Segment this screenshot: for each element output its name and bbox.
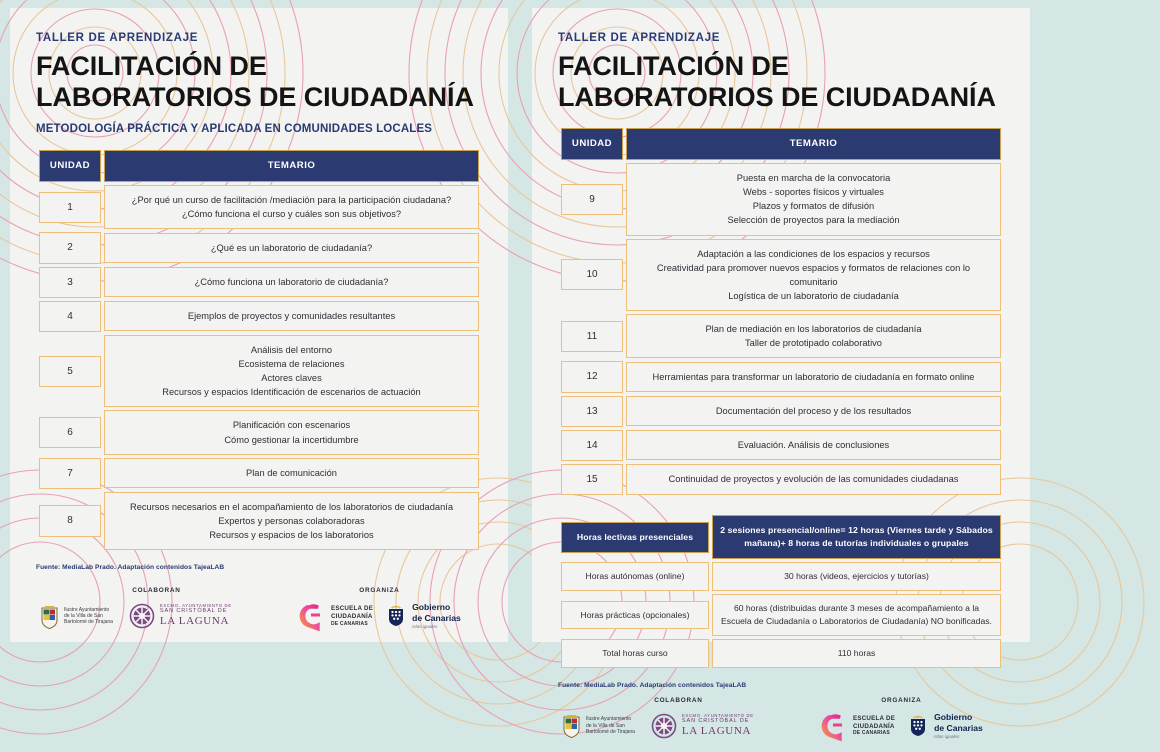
topic-cell: Herramientas para transformar un laboratorio de ciudadanía en formato online <box>626 362 1001 392</box>
hours-label-cell: Total horas curso <box>561 639 709 668</box>
table-row <box>39 335 479 408</box>
unit-cell: 10 <box>561 259 623 290</box>
unit-cell: 4 <box>39 301 101 332</box>
footer-labels <box>558 689 1004 707</box>
escuela-line-1: ESCUELA DE <box>852 714 896 722</box>
logo-escuela-ciudadania <box>820 712 895 740</box>
organiza-label: ORGANIZA <box>359 587 400 594</box>
logo-tirajana-text <box>586 716 635 735</box>
unit-cell: 9 <box>561 184 623 215</box>
table-header-row <box>39 150 479 183</box>
tirajana-line-2: de la Villa de San <box>64 612 103 619</box>
page-footer-left <box>36 579 482 642</box>
logo-gobierno-canarias <box>907 712 983 739</box>
table-row <box>561 464 1001 495</box>
topic-cell: Documentación del proceso y de los resultados <box>626 396 1001 426</box>
escuela-line-3: DE CANARIAS <box>330 620 368 627</box>
source-note: Fuente: MediaLab Prado. Adaptación contenidos TajeaLAB <box>36 564 225 572</box>
crest-gobierno-canarias-icon <box>385 602 407 629</box>
logos-colaboran <box>558 713 799 739</box>
la-laguna-line-big: LA LAGUNA <box>681 725 752 737</box>
page-kicker: TALLER DE APRENDIZAJE <box>558 32 721 44</box>
logo-ayuntamiento-la-laguna <box>129 603 232 629</box>
source-note: Fuente: MediaLab Prado. Adaptación contenidos TajeaLAB <box>558 681 747 689</box>
colaboran-label: COLABORAN <box>654 696 703 704</box>
table-header-unidad: UNIDAD <box>561 128 623 161</box>
logo-gobierno-text <box>412 602 461 629</box>
page-right <box>532 8 1030 739</box>
rosette-la-laguna-icon <box>651 713 677 739</box>
hours-row <box>561 562 1001 591</box>
footer-logos <box>558 712 1004 740</box>
hours-row <box>561 515 1001 559</box>
table-row <box>39 492 479 550</box>
table-row <box>39 301 479 332</box>
hours-row <box>561 594 1001 636</box>
tirajana-line-3: Bartolomé de Tirajana <box>64 619 113 626</box>
logo-ayuntamiento-tirajana <box>562 713 635 738</box>
page-footer-right <box>558 689 1004 752</box>
escuela-line-2: CIUDADANÍA <box>330 612 373 620</box>
escuela-line-1: ESCUELA DE <box>330 605 374 613</box>
topic-cell: Recursos necesarios en el acompañamiento de los laboratorios de ciudadanía Expertos y personas colaboradoras Recursos y espacios de los laboratorios <box>104 492 479 550</box>
escuela-line-3: DE CANARIAS <box>852 730 890 737</box>
topic-cell: ¿Cómo funciona un laboratorio de ciudadanía? <box>104 267 479 297</box>
logo-escuela-ciudadania <box>298 602 373 630</box>
topic-cell: Evaluación. Análisis de conclusiones <box>626 430 1001 460</box>
gobierno-line-2: de Canarias <box>934 722 983 733</box>
table-row <box>561 361 1001 392</box>
footer-labels <box>36 579 482 597</box>
gobierno-line-3: Islas iguales <box>412 623 438 629</box>
organiza-label: ORGANIZA <box>881 696 922 704</box>
page-subtitle: METODOLOGÍA PRÁCTICA Y APLICADA EN COMUNIDADES LOCALES <box>36 122 433 135</box>
topic-cell: Plan de mediación en los laboratorios de ciudadanía Taller de prototipado colaborativo <box>626 314 1001 358</box>
hours-value-cell: 110 horas <box>712 639 1001 668</box>
logo-la-laguna-text <box>160 603 232 629</box>
table-header-unidad: UNIDAD <box>39 150 101 183</box>
hours-label-cell: Horas lectivas presenciales <box>561 522 709 553</box>
hours-row <box>561 639 1001 668</box>
temario-table-body <box>561 163 1001 495</box>
table-row <box>39 410 479 454</box>
topic-cell: Continuidad de proyectos y evolución de las comunidades ciudadanas <box>626 464 1001 494</box>
unit-cell: 5 <box>39 356 101 387</box>
tirajana-line-2: de la Villa de San <box>586 722 625 729</box>
la-laguna-line-mid: SAN CRISTÓBAL DE <box>159 608 228 615</box>
table-header-temario: TEMARIO <box>104 150 479 183</box>
unit-cell: 13 <box>561 396 623 427</box>
topic-cell: Planificación con escenarios Cómo gestionar la incertidumbre <box>104 410 479 454</box>
la-laguna-line-small: EXCMO. AYUNTAMIENTO DE <box>681 712 754 718</box>
crest-tirajana-icon <box>40 604 59 629</box>
unit-cell: 8 <box>39 505 101 536</box>
table-row <box>561 314 1001 358</box>
table-row <box>561 430 1001 461</box>
page-title: FACILITACIÓN DE LABORATORIOS DE CIUDADANÍA <box>558 51 996 112</box>
temario-table-body <box>39 185 479 550</box>
logo-gobierno-canarias <box>385 602 461 629</box>
unit-cell: 15 <box>561 464 623 495</box>
gobierno-line-3: Islas iguales <box>934 733 960 739</box>
gobierno-line-2: de Canarias <box>412 613 461 624</box>
logos-organiza <box>799 712 1004 740</box>
la-laguna-line-small: EXCMO. AYUNTAMIENTO DE <box>159 603 232 608</box>
unit-cell: 1 <box>39 192 101 223</box>
unit-cell: 14 <box>561 430 623 461</box>
hours-label-cell: Horas prácticas (opcionales) <box>561 601 709 630</box>
topic-cell: Adaptación a las condiciones de los espacios y recursos Creatividad para promover nuevos espacios y formatos de relaciones con lo comunitario Logística de un laboratorio de ciudadanía <box>626 239 1001 312</box>
crest-gobierno-canarias-icon <box>907 712 929 739</box>
logo-la-laguna-text <box>682 713 754 739</box>
table-row <box>39 267 479 298</box>
logo-escuela-text <box>853 715 895 737</box>
page-left <box>10 8 508 642</box>
temario-table <box>558 125 1004 499</box>
topic-cell: Análisis del entorno Ecosistema de relaciones Actores claves Recursos y espacios Identificación de escenarios de actuación <box>104 335 479 408</box>
hours-label-cell: Horas autónomas (online) <box>561 562 709 591</box>
footer-logos <box>36 602 482 630</box>
topic-cell: ¿Qué es un laboratorio de ciudadanía? <box>104 233 479 263</box>
unit-cell: 3 <box>39 267 101 298</box>
table-row <box>39 185 479 229</box>
unit-cell: 11 <box>561 321 623 352</box>
topic-cell: Puesta en marcha de la convocatoria Webs - soportes físicos y virtuales Plazos y formatos de difusión Selección de proyectos para la mediación <box>626 163 1001 236</box>
escuela-line-2: CIUDADANÍA <box>852 722 895 730</box>
la-laguna-line-mid: SAN CRISTÓBAL DE <box>681 718 750 725</box>
table-header-temario: TEMARIO <box>626 128 1001 161</box>
logos-colaboran <box>36 603 277 629</box>
table-row <box>561 163 1001 236</box>
hours-value-cell: 30 horas (videos, ejercicios y tutorías) <box>712 562 1001 591</box>
colaboran-label: COLABORAN <box>132 587 181 594</box>
table-row <box>561 239 1001 312</box>
topic-cell: Ejemplos de proyectos y comunidades resultantes <box>104 301 479 331</box>
table-row <box>39 232 479 263</box>
hours-table-body <box>561 515 1001 668</box>
hours-value-cell: 60 horas (distribuidas durante 3 meses de acompañamiento a la Escuela de Ciudadanía o Laboratorios de Ciudadanía) NO bonificadas. <box>712 594 1001 636</box>
gobierno-line-1: Gobierno <box>934 712 973 723</box>
logo-ayuntamiento-la-laguna <box>651 713 754 739</box>
table-header-row <box>561 128 1001 161</box>
unit-cell: 2 <box>39 232 101 263</box>
tirajana-line-1: Ilustre Ayuntamiento <box>64 606 110 613</box>
rosette-la-laguna-icon <box>129 603 155 629</box>
speech-bubble-escuela-icon <box>820 712 848 740</box>
gobierno-line-1: Gobierno <box>412 602 451 613</box>
unit-cell: 12 <box>561 361 623 392</box>
speech-bubble-escuela-icon <box>298 602 326 630</box>
page-kicker: TALLER DE APRENDIZAJE <box>36 32 199 44</box>
temario-table <box>36 147 482 554</box>
topic-cell: Plan de comunicación <box>104 458 479 488</box>
unit-cell: 7 <box>39 458 101 489</box>
hours-table <box>558 512 1004 671</box>
logos-organiza <box>277 602 482 630</box>
logo-tirajana-text <box>64 607 113 626</box>
tirajana-line-3: Bartolomé de Tirajana <box>586 728 635 735</box>
table-row <box>561 396 1001 427</box>
page-title: FACILITACIÓN DE LABORATORIOS DE CIUDADANÍA <box>36 51 474 112</box>
table-row <box>39 458 479 489</box>
logo-gobierno-text <box>934 712 983 739</box>
logo-ayuntamiento-tirajana <box>40 604 113 629</box>
tirajana-line-1: Ilustre Ayuntamiento <box>586 716 632 723</box>
la-laguna-line-big: LA LAGUNA <box>159 615 230 628</box>
unit-cell: 6 <box>39 417 101 448</box>
hours-value-cell: 2 sesiones presencial/online= 12 horas (Viernes tarde y Sábados mañana)+ 8 horas de tutorías individuales o grupales <box>712 515 1001 559</box>
topic-cell: ¿Por qué un curso de facilitación /mediación para la participación ciudadana? ¿Cómo funciona el curso y cuáles son sus objetivos? <box>104 185 479 229</box>
crest-tirajana-icon <box>562 713 581 738</box>
logo-escuela-text <box>331 605 373 627</box>
